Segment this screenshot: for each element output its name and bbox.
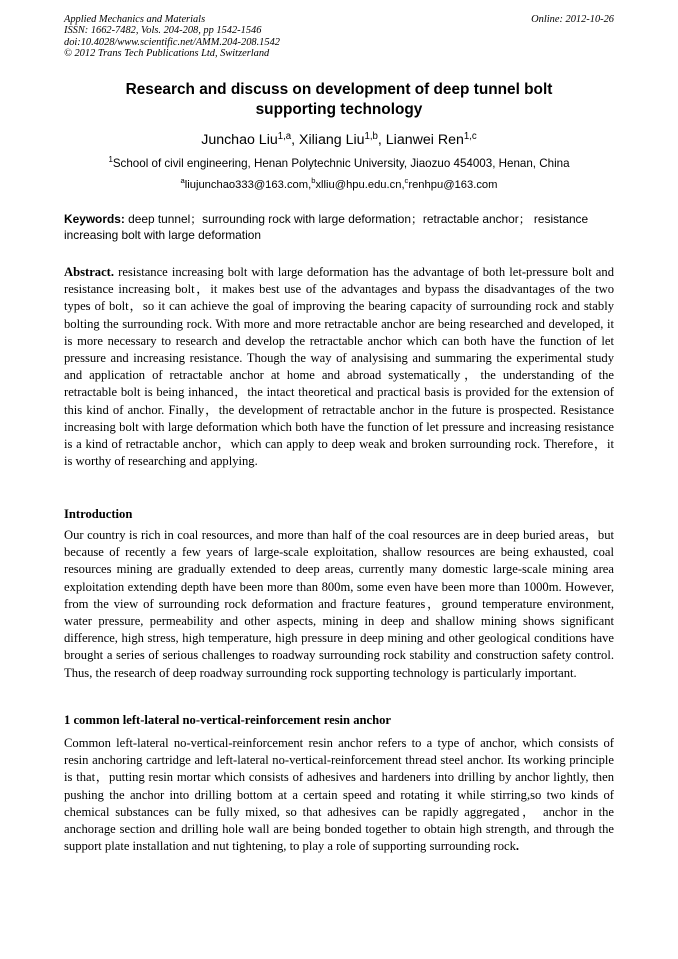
journal-doi: doi:10.4028/www.scientific.net/AMM.204-208.1542 bbox=[64, 36, 280, 48]
section-1-end: . bbox=[515, 839, 520, 854]
email-address: xlliu@hpu.edu.cn bbox=[315, 179, 402, 191]
affiliation bbox=[64, 157, 614, 170]
email-superscript: b bbox=[311, 176, 316, 185]
keywords-label: Keywords: bbox=[64, 212, 125, 226]
author-separator: , bbox=[377, 132, 386, 148]
author-separator: , bbox=[291, 132, 300, 148]
journal-header bbox=[64, 14, 614, 60]
keywords bbox=[64, 212, 614, 243]
author-superscript: 1,b bbox=[364, 131, 378, 142]
abstract-label: Abstract. bbox=[64, 265, 115, 279]
paper-title bbox=[64, 80, 614, 120]
journal-name: Applied Mechanics and Materials bbox=[64, 14, 206, 25]
email-separator: , bbox=[308, 179, 312, 191]
introduction-paragraph: Our country is rich in coal resources, and more than half of the coal resources are in deep buried areas，but because of recently a few years of large-scale exploitation, shallow resources are being exhausted, coal resources mining are gradually extended to deep areas, currently many domestic large-scale mining area exploitation extending depth have been more than 800m, some even have been more than 1000m. However, from the view of surrounding rock deformation and fracture features，ground temperature environment, water pressure, permeability and other aspects, mining in deep and shallow mining shows significant difference, high stress, high temperature, high pressure in deep mining and other geological conditions have brought a series of serious challenges to roadway surrounding rock stability and construction safety control. Thus, the research of deep roadway surrounding rock supporting technology is particularly important. bbox=[64, 528, 614, 680]
section-1-heading: 1 common left-lateral no-vertical-reinforcement resin anchor bbox=[64, 713, 391, 727]
author-superscript: 1,a bbox=[277, 131, 292, 142]
author-name: Junchao Liu bbox=[201, 132, 278, 148]
title-line-2: supporting technology bbox=[255, 101, 423, 118]
author-list bbox=[64, 132, 614, 148]
email-address: renhpu@163.com bbox=[408, 179, 498, 191]
email-separator: , bbox=[401, 179, 405, 191]
author-name: Xiliang Liu bbox=[299, 132, 365, 148]
affiliation-text: School of civil engineering, Henan Polytechnic University, Jiaozuo 454003, Henan, China bbox=[112, 157, 570, 170]
email-superscript: a bbox=[180, 176, 185, 185]
author-superscript: 1,c bbox=[463, 131, 477, 142]
online-date: Online: 2012-10-26 bbox=[531, 14, 614, 25]
email-address: liujunchao333@163.com bbox=[184, 179, 309, 191]
section-1-text: Common left-lateral no-vertical-reinforcement resin anchor refers to a type of anchor, which consists of resin anchoring cartridge and left-lateral no-vertical-reinforcement thread steel anchor. Its working principle is that，putting resin mortar which consists of adhesives and hardeners into drilling by anchor lightly, then pushing the anchor into drilling bottom at a certain speed and rotating it while stirring,so two kinds of chemical substances can be fully mixed, so that adhesives can be rapidly aggregated， anchor in the anchorage section and drilling hole wall are being bonded together to obtain high strength, and through the support plate installation and nut tightening, to play a role of supporting surrounding rock bbox=[64, 736, 614, 854]
keywords-text: deep tunnel；surrounding rock with large deformation；retractable anchor； resistance increasing bolt with large deformation bbox=[64, 212, 589, 242]
email-superscript: c bbox=[404, 176, 409, 185]
journal-issn: ISSN: 1662-7482, Vols. 204-208, pp 1542-1546 bbox=[64, 25, 262, 37]
title-line-1: Research and discuss on development of deep tunnel bolt bbox=[125, 81, 553, 98]
abstract-text: resistance increasing bolt with large deformation has the advantage of both let-pressure bolt and resistance increasing bolt，it makes best use of the advantages and bypass the disadvantages of the two types of bolt，so it can achieve the goal of improving the bearing capacity of surrounding rock and stably bolting the surrounding rock. With more and more retractable anchor are being researched and developed, it is more necessary to research and develop the retractable anchor which can both have the function of let pressure and increasing resistance. Though the way of analysising and summaring the experimental study and application of retractable anchor at home and abroad systematically，the understanding of the retractable bolt is being inhanced，the intact theoretical and practical basis is provided for the extension of this kind of anchor. Finally，the development of retractable anchor in the future is prospected. Resistance increasing bolt with large deformation which both have the function of let pressure and increasing resistance is a kind of retractable anchor，which can apply to deep weak and broken surrounding rock. Therefore，it is worthy of researching and applying. bbox=[64, 265, 614, 469]
abstract bbox=[64, 264, 614, 470]
introduction-heading: Introduction bbox=[64, 507, 133, 521]
section-1-paragraph bbox=[64, 735, 614, 855]
affiliation-superscript: 1 bbox=[108, 155, 113, 164]
journal-copyright: © 2012 Trans Tech Publications Ltd, Switzerland bbox=[64, 48, 270, 60]
author-emails bbox=[64, 176, 614, 191]
author-name: Lianwei Ren bbox=[385, 132, 464, 148]
